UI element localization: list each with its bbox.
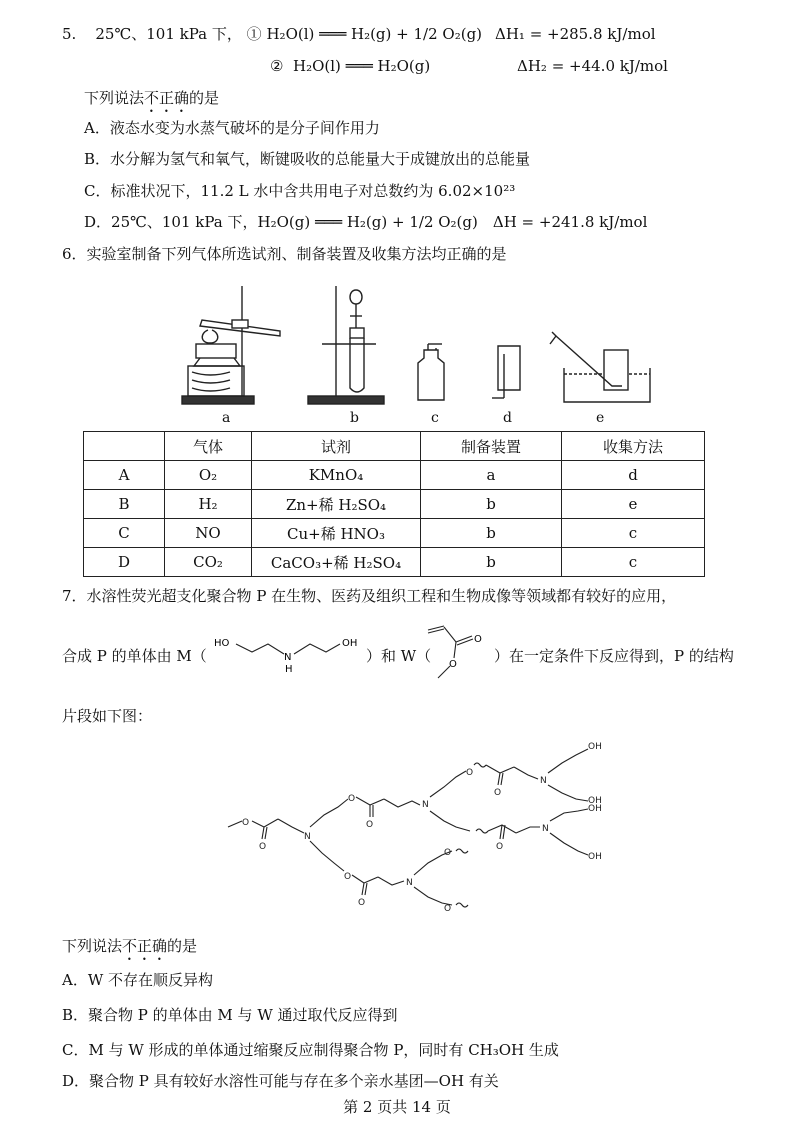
q7-option-b: B．聚合物 P 的单体由 M 与 W 通过取代反应得到 [62,1006,398,1024]
table-row [84,548,705,577]
table-row [84,519,705,548]
q6-stem: 6．实验室制备下列气体所选试剂、制备装置及收集方法均正确的是 [62,245,507,263]
q7-option-c: C．M 与 W 形成的单体通过缩聚反应制得聚合物 P，同时有 CH₃OH 生成 [62,1041,559,1059]
apparatus-e [550,332,650,402]
table-header: 试剂 [252,432,421,461]
q7-prompt-b: 的是 [167,937,198,955]
p-label-n: N [422,800,429,810]
p-label-o: O [348,794,356,804]
apparatus-label-b: b [350,410,359,426]
table-cell: c [562,519,705,548]
q7-line1: 7．水溶性荧光超支化聚合物 P 在生物、医药及组织工程和生物成像等领域都有较好的应用， [62,587,677,605]
table-cell: b [421,548,562,577]
q7-prompt-a: 下列说法 [62,937,123,955]
q5-option-b: B．水分解为氢气和氧气，断键吸收的总能量大于成键放出的总能量 [84,150,531,168]
q7-line2-b: ）和 W（ [366,647,432,665]
w-ester-o: O [449,659,457,670]
table-cell: B [84,490,165,519]
p-label-oh: OH [588,804,602,814]
table-cell: A [84,461,165,490]
apparatus-label-c: c [431,410,439,426]
table-cell: CO₂ [165,548,252,577]
table-header: 气体 [165,432,252,461]
apparatus-label-d: d [503,410,512,426]
p-label-o: O [494,788,502,798]
q5-prompt-a: 下列说法 [84,89,145,107]
p-label-o: O [444,848,452,858]
p-label-n: N [542,824,549,834]
w-carbonyl-o: O [474,634,482,645]
table-header-row [84,432,705,461]
polymer-p-structure [224,735,614,925]
table-header [84,432,165,461]
q7-option-d: D．聚合物 P 具有较好水溶性可能与存在多个亲水基团—OH 有关 [62,1072,499,1090]
p-label-n: N [540,776,547,786]
table-cell: H₂ [165,490,252,519]
p-label-n: N [304,832,311,842]
q7-option-a: A．W 不存在顺反异构 [62,971,214,989]
q5-number: 5. [62,25,77,43]
q5-eq2-mark: ② [270,57,284,75]
table-header: 制备装置 [421,432,562,461]
q5-dh1: ΔH₁ = +285.8 kJ/mol [495,25,656,43]
p-label-o: O [444,904,452,914]
apparatus-d [492,346,520,398]
q7-line2-c: ）在一定条件下反应得到，P 的结构 [494,647,734,665]
gas-table [83,431,705,577]
table-cell: d [562,461,705,490]
q7-prompt [62,936,197,964]
table-cell: Zn+稀 H₂SO₄ [252,490,421,519]
p-label-oh: OH [588,742,602,752]
p-label-n: N [406,878,413,888]
table-row [84,461,705,490]
table-header: 收集方法 [562,432,705,461]
table-cell: e [562,490,705,519]
molecule-w [424,622,490,688]
p-label-o: O [366,820,374,830]
q7-prompt-emphasis: 不正确 [122,937,168,955]
table-cell: c [562,548,705,577]
p-label-o: O [242,818,250,828]
q5-prompt [84,88,219,116]
m-ho-label: HO [214,638,230,649]
q5-eq1: H₂O(l) ═══ H₂(g) + 1/2 O₂(g) [266,25,483,43]
p-label-o: O [496,842,504,852]
q5-prompt-b: 的是 [189,89,220,107]
q5-option-a: A．液态水变为水蒸气破坏的是分子间作用力 [84,119,380,137]
apparatus-a [182,286,280,404]
apparatus-c [418,344,444,400]
table-cell: a [421,461,562,490]
p-label-oh: OH [588,796,602,806]
page-footer: 第 2 页共 14 页 [343,1098,451,1116]
table-cell: b [421,519,562,548]
q7-line3: 片段如下图： [62,707,153,725]
m-n-label: N [284,652,292,663]
p-label-o: O [344,872,352,882]
table-row [84,490,705,519]
p-label-oh: OH [588,852,602,862]
q5-option-c: C．标准状况下，11.2 L 水中含共用电子对总数约为 6.02×10²³ [84,182,516,200]
apparatus-figure [180,278,660,428]
molecule-m [214,630,362,676]
apparatus-b [308,286,384,404]
apparatus-label-a: a [222,410,231,426]
m-oh-label: OH [342,638,358,649]
q7-line2-a: 合成 P 的单体由 M（ [62,647,207,665]
table-cell: CaCO₃+稀 H₂SO₄ [252,548,421,577]
q5-eq2: H₂O(l) ═══ H₂O(g) [293,57,431,75]
table-cell: C [84,519,165,548]
table-cell: D [84,548,165,577]
q5-eq1-mark: ① [246,25,262,43]
q5-prompt-emphasis: 不正确 [144,89,190,107]
p-label-o: O [466,768,474,778]
table-cell: b [421,490,562,519]
q5-line1 [62,24,482,44]
q5-line2 [270,56,430,76]
q5-condition: 25℃、101 kPa 下， [95,25,242,43]
p-label-o: O [358,898,366,908]
q5-dh2: ΔH₂ = +44.0 kJ/mol [517,57,668,75]
table-cell: NO [165,519,252,548]
apparatus-label-e: e [596,410,605,426]
p-label-o: O [259,842,267,852]
table-cell: KMnO₄ [252,461,421,490]
q5-option-d: D．25℃、101 kPa 下，H₂O(g) ═══ H₂(g) + 1/2 O₂(g) ΔH = +241.8 kJ/mol [84,213,648,231]
m-h-label: H [285,664,293,675]
table-cell: Cu+稀 HNO₃ [252,519,421,548]
table-cell: O₂ [165,461,252,490]
